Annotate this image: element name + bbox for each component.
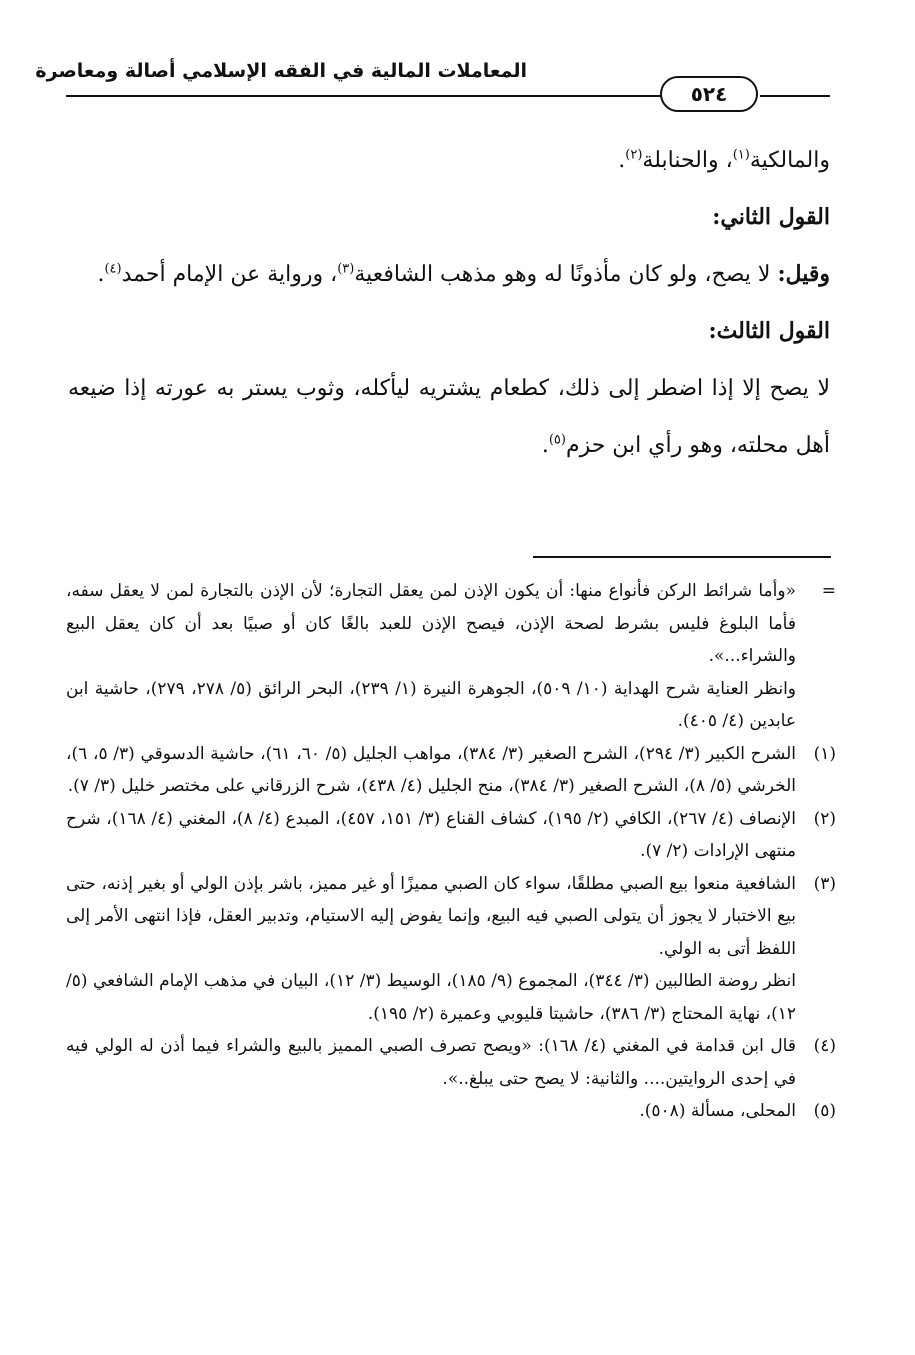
footnote-ref: (٤) xyxy=(104,261,122,277)
footnote-mark: (٢) xyxy=(813,808,836,829)
footnote-4 xyxy=(66,1030,836,1095)
footnote-text: الشافعية منعوا بيع الصبي مطلقًا، سواء كان الصبي مميزًا أو غير مميز، باشر بإذن الولي أو بغير إذنه، حتى بيع الاختبار لا يجوز أن يتولى الصبي فيه البيع، وإنما يفوض إليه الاستيام، وتدبير العقل، فإذا انتهى الأمر إلى اللفظ أتى به الولي. xyxy=(66,873,796,959)
paragraph: والمالكية$^{(١)}$، والحنابلة$^{(٢)}$. xyxy=(618,147,830,173)
footnote-text: الشرح الكبير (٣/ ٢٩٤)، الشرح الصغير (٣/ ٣٨٤)، مواهب الجليل (٥/ ٦٠، ٦١)، حاشية الدسوقي (٣/ ٥، ٦)، الخرشي (٥/ ٨)، الشرح الصغير (٣/ ٣٨٤)، منح الجليل (٤/ ٤٣٨)، شرح الزرقاني على مختصر خليل (٣/ ٧). xyxy=(66,743,797,796)
footnote-5 xyxy=(66,1095,836,1128)
footnote-mark: = xyxy=(821,581,836,601)
paragraph: وقيل: لا يصح، ولو كان مأذونًا له وهو مذهب الشافعية$^{(٣)}$، ورواية عن الإمام أحمد$^{(٤)}$. xyxy=(97,261,830,287)
section-heading: القول الثاني: xyxy=(712,204,830,230)
header-rule xyxy=(66,95,662,97)
footnote-ref: (٢) xyxy=(625,147,643,163)
section-heading: القول الثالث: xyxy=(708,318,830,344)
footnote-separator xyxy=(533,556,831,558)
footnote-mark: (٣) xyxy=(813,873,836,894)
footnote-mark: (٥) xyxy=(813,1101,836,1121)
footnote-2 xyxy=(66,803,836,868)
footnote-text: المحلى، مسألة (٥٠٨). xyxy=(639,1101,796,1121)
footnotes xyxy=(66,575,836,1128)
footnote-text: الإنصاف (٤/ ٢٦٧)، الكافي (٢/ ١٩٥)، كشاف القناع (٣/ ١٥١، ٤٥٧)، المبدع (٤/ ٨)، المغني (٤/ ١٦٨)، شرح منتهى الإرادات (٢/ ٧). xyxy=(66,808,797,861)
footnote-1 xyxy=(66,738,836,803)
footnote-text: «وأما شرائط الركن فأنواع منها: أن يكون الإذن لمن يعقل التجارة؛ لأن الإذن بالتجارة لمن لا يعقل سفه، فأما البلوغ فليس بشرط لصحة الإذن، فيصح الإذن للعبد بالغًا كان أو صبيًا بعد أن كان يعقل البيع والشراء...». xyxy=(66,581,796,666)
footnote-text: انظر روضة الطالبين (٣/ ٣٤٤)، المجموع (٩/ ١٨٥)، الوسيط (٣/ ١٢)، البيان في مذهب الإمام الشافعي (٥/ ١٢)، نهاية المحتاج (٣/ ٣٨٦)، حاشيتا قليوبي وعميرة (٢/ ١٩٥). xyxy=(66,971,796,1024)
footnote-mark: (٤) xyxy=(813,1036,836,1056)
footnote-ref: (٣) xyxy=(337,261,355,277)
main-text xyxy=(68,132,830,474)
header-rule xyxy=(760,95,830,97)
footnote-ref: (٥) xyxy=(548,432,566,448)
footnote-mark: (١) xyxy=(813,743,836,764)
footnote-3 xyxy=(66,868,836,966)
running-header-title: المعاملات المالية في الفقه الإسلامي أصالة ومعاصرة xyxy=(35,60,527,82)
footnote-text: وانظر العناية شرح الهداية (١٠/ ٥٠٩)، الجوهرة النيرة (١/ ٢٣٩)، البحر الرائق (٥/ ٢٧٨، ٢٧٩)، حاشية ابن عابدين (٤/ ٤٠٥). xyxy=(66,678,797,731)
footnote-ref: (١) xyxy=(732,147,750,163)
footnote-continuation xyxy=(66,575,836,673)
paragraph: لا يصح إلا إذا اضطر إلى ذلك، كطعام يشتريه ليأكله، وثوب يستر به عورته إذا ضيعه أهل محلته، وهو رأي ابن حزم$^{(٥)}$. xyxy=(68,376,830,458)
page-number-badge: ٥٢٤ xyxy=(660,76,758,112)
footnote-text: قال ابن قدامة في المغني (٤/ ١٦٨): «ويصح تصرف الصبي المميز بالبيع والشراء فيما أذن له الولي فيه في إحدى الروايتين.... والثانية: لا يصح حتى يبلغ..». xyxy=(66,1036,796,1089)
